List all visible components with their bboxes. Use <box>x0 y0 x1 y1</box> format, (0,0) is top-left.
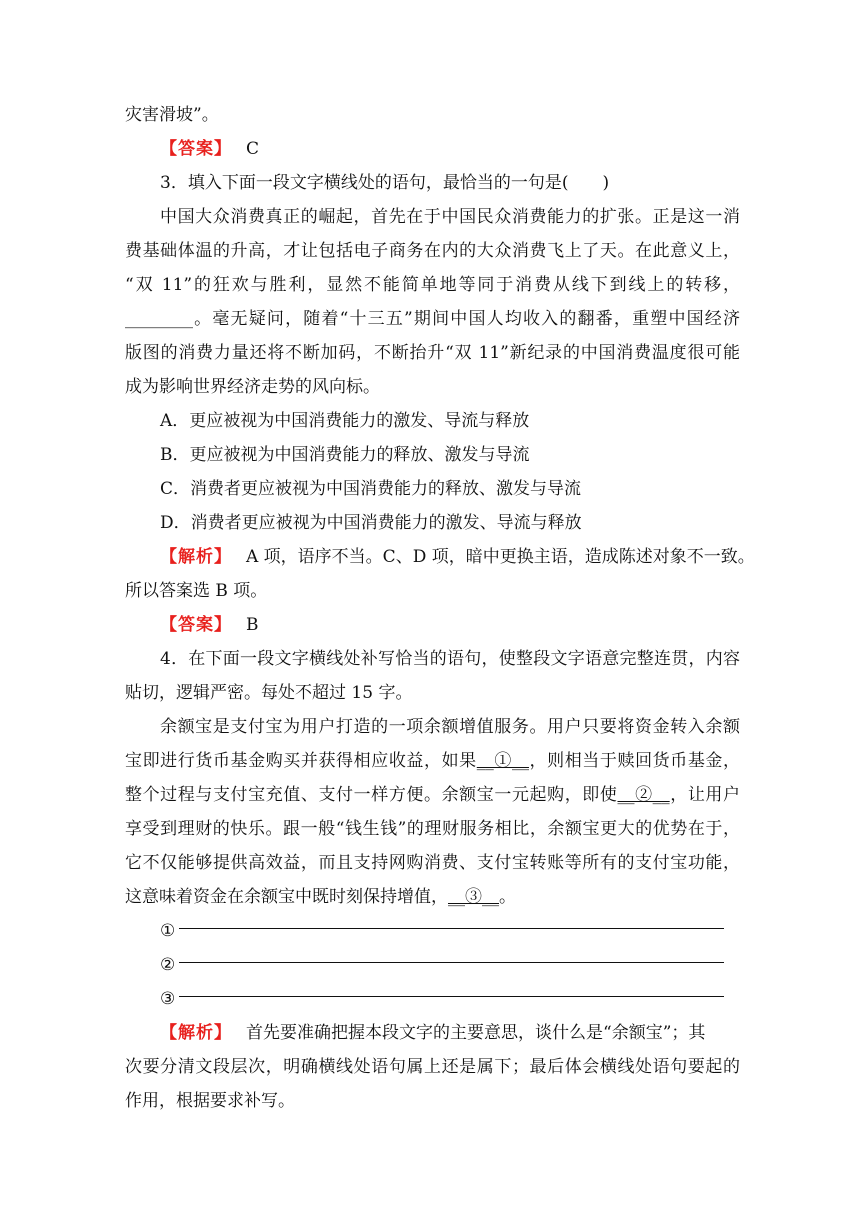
q4-passage-text: ，则相当于赎回货币基金， <box>528 751 741 771</box>
q2-answer-line <box>160 132 740 166</box>
answer-underline <box>179 962 724 963</box>
answer-label-2: ② <box>160 955 176 975</box>
q3-option-b: B．更应被视为中国消费能力的释放、激发与导流 <box>160 445 530 465</box>
q4-stem-continued: 贴切，逻辑严密。每处不超过 15 字。 <box>125 683 413 703</box>
analysis-tag: 【解析】 <box>160 1023 232 1043</box>
q3-option-d: D．消费者更应被视为中国消费能力的激发、导流与释放 <box>160 513 582 533</box>
q3-stem: 3．填入下面一段文字横线处的语句，最恰当的一句是( ) <box>160 173 610 193</box>
q2-answer: C <box>246 139 260 159</box>
q3-passage-line: “双 11”的狂欢与胜利，显然不能简单地等同于消费从线下到线上的转移， <box>125 275 740 295</box>
q3-option-c: C．消费者更应被视为中国消费能力的释放、激发与导流 <box>160 479 582 499</box>
q4-passage-text: ，让用户 <box>669 785 741 805</box>
q3-passage-line: 成为影响世界经济走势的风向标。 <box>125 377 380 397</box>
q3-passage-line: 中国大众消费真正的崛起，首先在于中国民众消费能力的扩张。正是这一消 <box>160 207 740 227</box>
q3-passage-line: ________。毫无疑问，随着“十三五”期间中国人均收入的翻番，重塑中国经济 <box>125 309 740 329</box>
q4-passage-line: 享受到理财的快乐。跟一般“钱生钱”的理财服务相比，余额宝更大的优势在于， <box>125 819 740 839</box>
q3-analysis-line <box>160 540 755 574</box>
answer-label-1: ① <box>160 921 176 941</box>
q3-option-a: A．更应被视为中国消费能力的激发、导流与释放 <box>160 411 530 431</box>
q4-passage-line: 余额宝是支付宝为用户打造的一项余额增值服务。用户只要将资金转入余额 <box>160 717 740 737</box>
q4-passage-line: 它不仅能够提供高效益，而且支持网购消费、支付宝转账等所有的支付宝功能， <box>125 853 740 873</box>
q4-passage-line <box>125 880 740 914</box>
answer-tag: 【答案】 <box>160 615 232 635</box>
q3-passage-line: 版图的消费力量还将不断加码，不断抬升“双 11”新纪录的中国消费温度很可能 <box>125 343 740 363</box>
answer-tag: 【答案】 <box>160 139 232 159</box>
answer-underline <box>179 928 724 929</box>
q4-passage-text: 宝即进行货币基金购买并获得相应收益，如果 <box>125 751 477 771</box>
q3-analysis-continued: 所以答案选 B 项。 <box>125 581 268 601</box>
q4-analysis-text: 首先要准确把握本段文字的主要意思，谈什么是“余额宝”；其 <box>246 1023 706 1043</box>
answer-line-3[interactable] <box>160 982 740 1016</box>
blank-1: __①__ <box>476 751 529 771</box>
analysis-tag: 【解析】 <box>160 547 232 567</box>
q4-passage-line <box>125 744 740 778</box>
answer-label-3: ③ <box>160 989 176 1009</box>
q3-analysis-text: A 项，语序不当。C、D 项，暗中更换主语，造成陈述对象不一致。 <box>246 547 755 567</box>
q4-analysis-continued: 次要分清文段层次，明确横线处语句属上还是属下；最后体会横线处语句要起的 <box>125 1057 740 1077</box>
blank-3: __③__ <box>448 887 499 907</box>
q4-analysis-line <box>160 1016 740 1050</box>
q3-answer-line <box>160 608 740 642</box>
q4-passage-text: 。 <box>499 887 516 907</box>
q3-answer: B <box>246 615 259 635</box>
blank-2: __②__ <box>617 785 670 805</box>
answer-line-2[interactable] <box>160 948 740 982</box>
previous-question-tail: 灾害滑坡”。 <box>125 105 219 125</box>
q3-passage-line: 费基础体温的升高，才让包括电子商务在内的大众消费飞上了天。在此意义上， <box>125 241 740 261</box>
q4-passage-line <box>125 778 740 812</box>
q4-stem: 4．在下面一段文字横线处补写恰当的语句，使整段文字语意完整连贯，内容 <box>160 649 740 669</box>
q4-passage-text: 整个过程与支付宝充值、支付一样方便。余额宝一元起购，即使 <box>125 785 618 805</box>
answer-underline <box>179 996 724 997</box>
answer-line-1[interactable] <box>160 914 740 948</box>
q4-passage-text: 这意味着资金在余额宝中既时刻保持增值， <box>125 887 448 907</box>
q4-analysis-continued: 作用，根据要求补写。 <box>125 1091 295 1111</box>
